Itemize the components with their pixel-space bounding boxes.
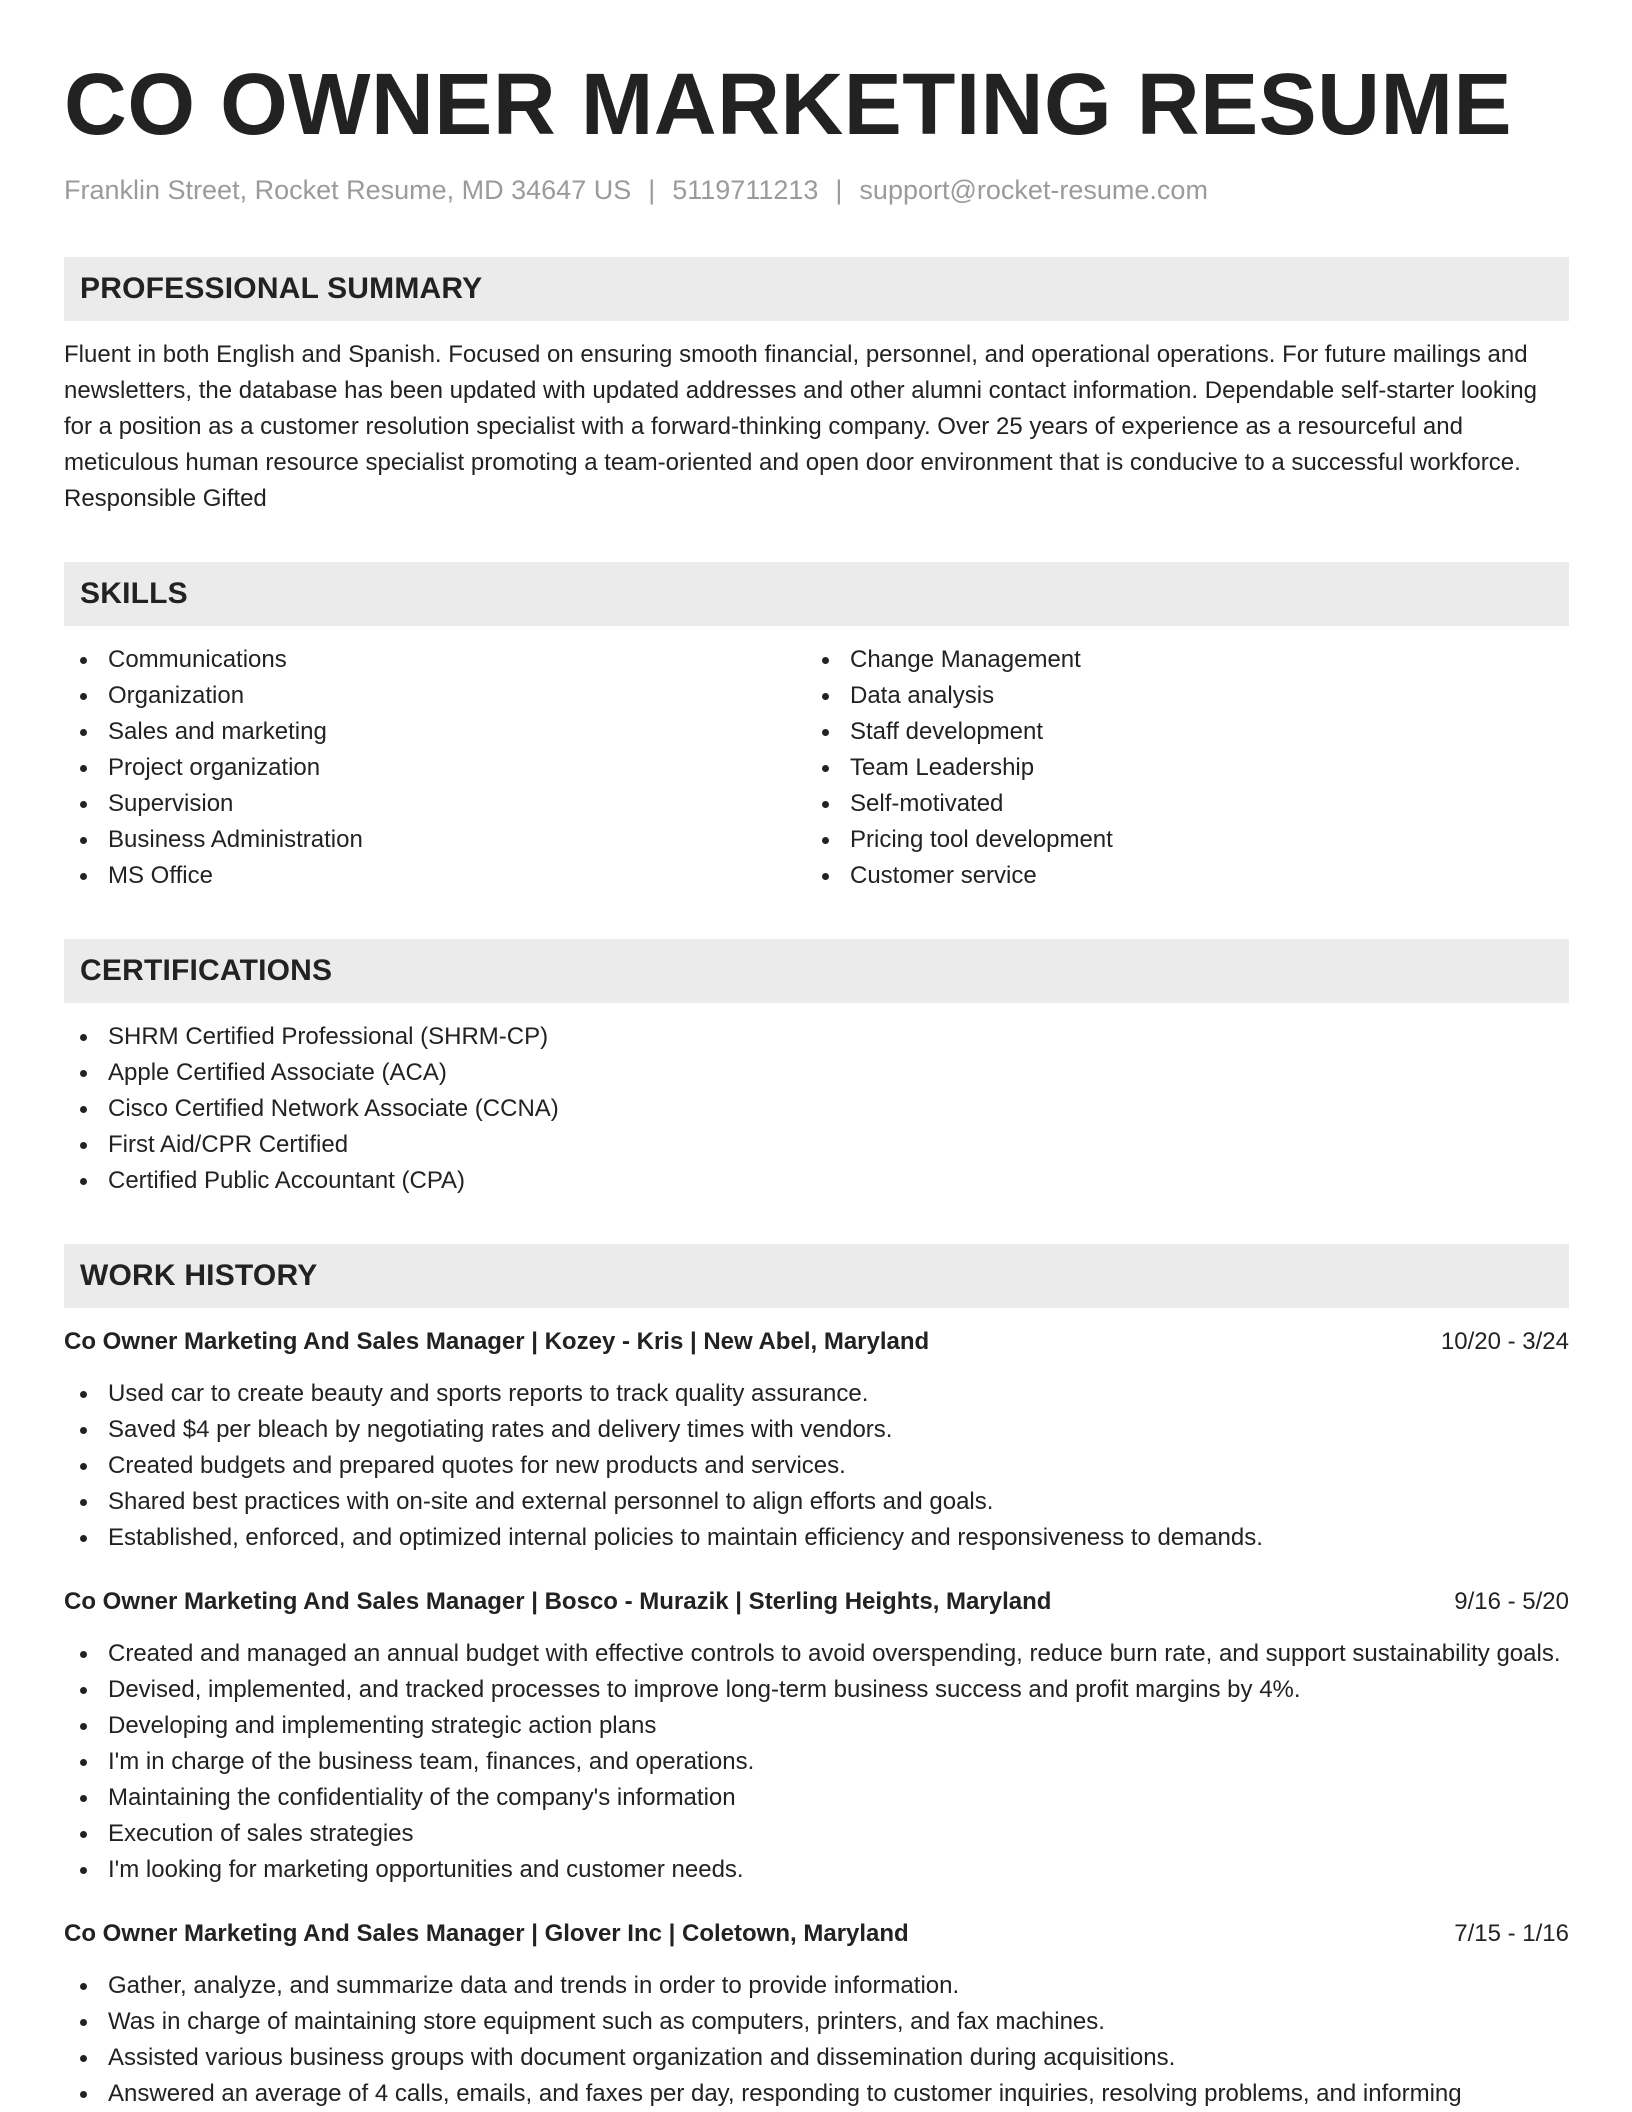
contact-phone: 5119711213	[672, 175, 819, 205]
skill-item: MS Office	[64, 858, 806, 894]
certifications-list	[64, 1019, 1569, 1199]
contact-separator: |	[835, 175, 843, 205]
job-bullet: Saved $4 per bleach by negotiating rates and delivery times with vendors.	[64, 1412, 1569, 1448]
job-bullets	[64, 1636, 1569, 1888]
job-entry	[64, 1324, 1569, 1556]
job-bullet: Gather, analyze, and summarize data and trends in order to provide information.	[64, 1968, 1569, 2004]
skills-grid	[64, 642, 1569, 894]
job-header	[64, 1916, 1569, 1952]
job-header	[64, 1324, 1569, 1360]
job-role: Co Owner Marketing And Sales Manager | Glover Inc | Coletown, Maryland	[64, 1920, 909, 1947]
job-bullet: Shared best practices with on-site and external personnel to align efforts and goals.	[64, 1484, 1569, 1520]
certification-item: SHRM Certified Professional (SHRM-CP)	[64, 1019, 1569, 1055]
skill-item: Sales and marketing	[64, 714, 806, 750]
certification-item: Cisco Certified Network Associate (CCNA)	[64, 1091, 1569, 1127]
summary-text: Fluent in both English and Spanish. Focused on ensuring smooth financial, personnel, and operational operations. For future mailings and newsletters, the database has been updated with updated addresses and other alumni contact information. Dependable self-starter looking for a position as a customer resolution specialist with a forward-thinking company. Over 25 years of experience as a resourceful and meticulous human resource specialist promoting a team-oriented and open door environment that is conducive to a successful workforce. Responsible Gifted	[64, 341, 1537, 512]
skills-right-list	[806, 642, 1548, 894]
job-dates: 9/16 - 5/20	[1454, 1588, 1569, 1615]
contact-separator: |	[648, 175, 656, 205]
skill-item: Supervision	[64, 786, 806, 822]
skill-item: Customer service	[806, 858, 1548, 894]
skill-item: Communications	[64, 642, 806, 678]
job-bullets	[64, 1376, 1569, 1556]
contact-line	[64, 173, 1569, 207]
job-bullet: Maintaining the confidentiality of the company's information	[64, 1780, 1569, 1816]
contact-address: Franklin Street, Rocket Resume, MD 34647 US	[64, 175, 632, 205]
summary-section-header	[64, 257, 1569, 321]
certifications-heading: CERTIFICATIONS	[80, 954, 333, 987]
job-dates: 10/20 - 3/24	[1440, 1328, 1569, 1355]
skills-left-list	[64, 642, 806, 894]
work-history-section-header	[64, 1244, 1569, 1308]
job-bullet: Used car to create beauty and sports reports to track quality assurance.	[64, 1376, 1569, 1412]
job-role: Co Owner Marketing And Sales Manager | Kozey - Kris | New Abel, Maryland	[64, 1328, 930, 1355]
job-bullet: Answered an average of 4 calls, emails, and faxes per day, responding to customer inquiries, resolving problems, and informing	[64, 2076, 1569, 2112]
job-bullet: Execution of sales strategies	[64, 1816, 1569, 1852]
skill-item: Team Leadership	[806, 750, 1548, 786]
skills-heading: SKILLS	[80, 577, 188, 610]
job-entry	[64, 1916, 1569, 2112]
skill-item: Data analysis	[806, 678, 1548, 714]
job-bullet: Created and managed an annual budget with effective controls to avoid overspending, reduce burn rate, and support sustainability goals.	[64, 1636, 1569, 1672]
certification-item: Certified Public Accountant (CPA)	[64, 1163, 1569, 1199]
job-bullet: I'm in charge of the business team, finances, and operations.	[64, 1744, 1569, 1780]
job-bullet: I'm looking for marketing opportunities and customer needs.	[64, 1852, 1569, 1888]
job-dates: 7/15 - 1/16	[1454, 1920, 1569, 1947]
job-bullets	[64, 1968, 1569, 2112]
job-bullet: Devised, implemented, and tracked processes to improve long-term business success and profit margins by 4%.	[64, 1672, 1569, 1708]
contact-email[interactable]: support@rocket-resume.com	[859, 175, 1208, 205]
job-header	[64, 1584, 1569, 1620]
job-bullet: Was in charge of maintaining store equipment such as computers, printers, and fax machines.	[64, 2004, 1569, 2040]
skills-section-header	[64, 562, 1569, 626]
certifications-section-header	[64, 939, 1569, 1003]
job-role: Co Owner Marketing And Sales Manager | Bosco - Murazik | Sterling Heights, Maryland	[64, 1588, 1052, 1615]
work-history-heading: WORK HISTORY	[80, 1259, 318, 1292]
resume-title: CO OWNER MARKETING RESUME	[64, 56, 1512, 153]
skill-item: Project organization	[64, 750, 806, 786]
skill-item: Business Administration	[64, 822, 806, 858]
certification-item: First Aid/CPR Certified	[64, 1127, 1569, 1163]
skill-item: Change Management	[806, 642, 1548, 678]
skill-item: Self-motivated	[806, 786, 1548, 822]
skill-item: Organization	[64, 678, 806, 714]
skill-item: Staff development	[806, 714, 1548, 750]
job-bullet: Assisted various business groups with document organization and dissemination during acquisitions.	[64, 2040, 1569, 2076]
summary-heading: PROFESSIONAL SUMMARY	[80, 272, 483, 305]
job-entry	[64, 1584, 1569, 1888]
job-bullet: Developing and implementing strategic action plans	[64, 1708, 1569, 1744]
certification-item: Apple Certified Associate (ACA)	[64, 1055, 1569, 1091]
skill-item: Pricing tool development	[806, 822, 1548, 858]
job-bullet: Established, enforced, and optimized internal policies to maintain efficiency and responsiveness to demands.	[64, 1520, 1569, 1556]
job-bullet: Created budgets and prepared quotes for new products and services.	[64, 1448, 1569, 1484]
